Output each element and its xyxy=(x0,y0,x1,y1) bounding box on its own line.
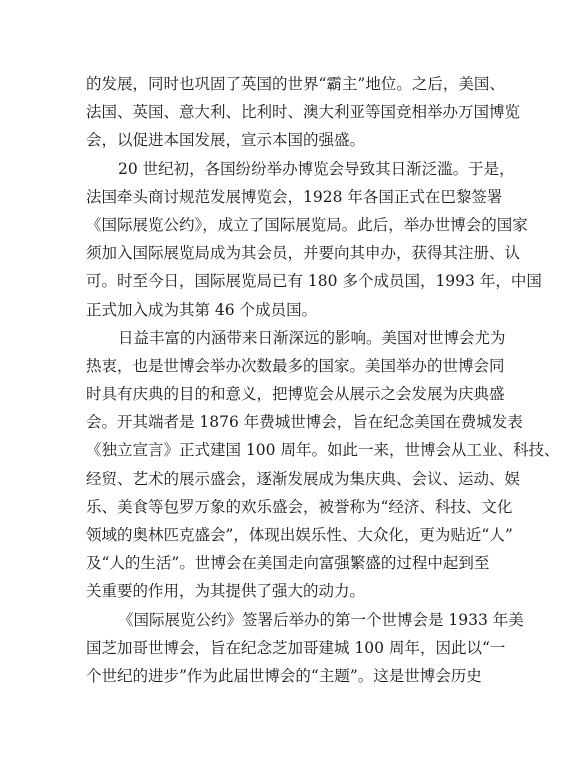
text-line: 法国牵头商讨规范发展博览会，1928 年各国正式在巴黎签署 xyxy=(86,187,503,206)
text-line: 正式加入成为其第 46 个成员国。 xyxy=(86,300,318,319)
text-line: 会。开其端者是 1876 年费城世博会，旨在纪念美国在费城发表 xyxy=(86,413,523,432)
text-line: 20 世纪初，各国纷纷举办博览会导致其日渐泛滥。于是， xyxy=(118,159,515,178)
text-line: 时具有庆典的目的和意义，把博览会从展示之会发展为庆典盛 xyxy=(86,385,505,404)
text-line: 关重要的作用，为其提供了强大的动力。 xyxy=(86,582,366,601)
text-line: 领域的奥林匹克盛会”，体现出娱乐性、大众化，更为贴近“人” xyxy=(86,526,513,544)
text-line: 日益丰富的内涵带来日渐深远的影响。美国对世博会尤为 xyxy=(118,328,506,347)
text-line: 乐、美食等包罗万象的欢乐盛会，被誉称为“经济、科技、文化 xyxy=(86,497,513,516)
text-line: 法国、英国、意大利、比利时、澳大利亚等国竞相举办万国博览 xyxy=(86,103,521,122)
text-line: 热衷，也是世博会举办次数最多的国家。美国举办的世博会同 xyxy=(86,356,505,375)
paragraph-2 xyxy=(86,155,542,324)
text-line: 可。时至今日，国际展览局已有 180 多个成员国，1993 年，中国 xyxy=(86,272,542,291)
text-line: 《独立宣言》正式建国 100 周年。如此一来，世博会从工业、科技、 xyxy=(86,441,560,460)
text-line: 的发展，同时也巩固了英国的世界“霸主”地位。之后，美国、 xyxy=(86,75,505,93)
text-line: 会，以促进本国发展，宣示本国的强盛。 xyxy=(86,131,366,150)
paragraph-4 xyxy=(86,606,524,691)
text-line: 经贸、艺术的展示盛会，逐渐发展成为集庆典、会议、运动、娱 xyxy=(86,469,521,488)
text-line: 个世纪的进步”作为此届世博会的“主题”。这是世博会历史 xyxy=(86,666,482,685)
paragraph-1 xyxy=(86,70,521,155)
text-line: 须加入国际展览局成为其会员，并要向其申办，获得其注册、认 xyxy=(86,244,521,263)
paragraph-3 xyxy=(86,324,560,606)
text-line: 《国际展览公约》签署后举办的第一个世博会是 1933 年美 xyxy=(118,610,524,629)
text-line: 《国际展览公约》，成立了国际展览局。此后，举办世博会的国家 xyxy=(86,215,528,234)
text-line: 国芝加哥世博会，旨在纪念芝加哥建城 100 周年，因此以“一 xyxy=(86,638,506,657)
text-line: 及“人的生活”。世博会在美国走向富强繁盛的过程中起到至 xyxy=(86,554,490,573)
body-text xyxy=(86,70,560,690)
